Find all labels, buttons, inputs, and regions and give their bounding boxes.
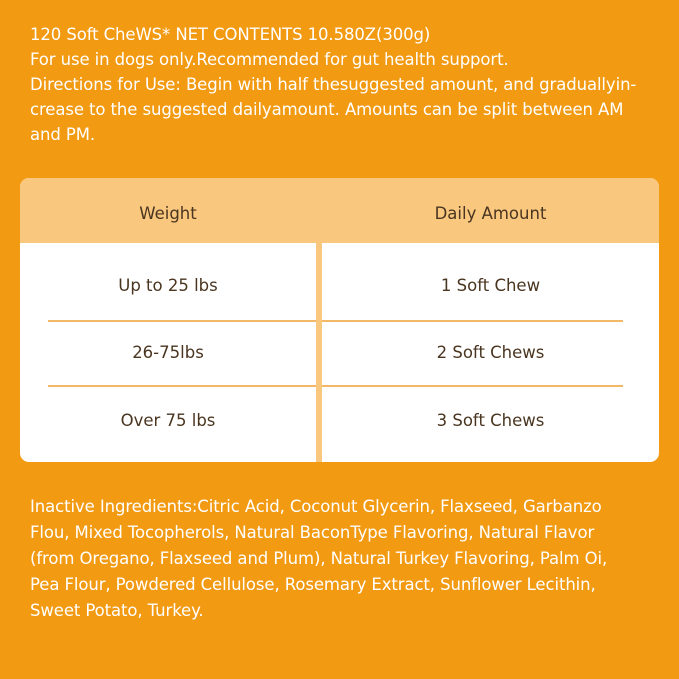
ingredients-line-1: Inactive Ingredients:Citric Acid, Coconut Glycerin, Flaxseed, Garbanzo xyxy=(30,497,602,516)
row-divider-1-right xyxy=(322,320,623,322)
row-2-weight: 26-75lbs xyxy=(132,343,204,362)
net-contents-line: 120 Soft CheWS* NET CONTENTS 10.580Z(300g) xyxy=(30,25,431,44)
ingredients-line-4: Pea Flour, Powdered Cellulose, Rosemary Extract, Sunflower Lecithin, xyxy=(30,575,596,594)
row-1-weight: Up to 25 lbs xyxy=(118,276,218,295)
directions-line-3: and PM. xyxy=(30,125,96,144)
table-header xyxy=(20,178,659,243)
header-weight: Weight xyxy=(139,204,197,223)
inactive-ingredients xyxy=(30,494,660,624)
dosage-table xyxy=(20,178,659,462)
row-2-amount: 2 Soft Chews xyxy=(436,343,545,362)
header-daily-amount: Daily Amount xyxy=(434,204,547,223)
row-divider-1-left xyxy=(48,320,316,322)
ingredients-line-5: Sweet Potato, Turkey. xyxy=(30,601,204,620)
row-3-weight: Over 75 lbs xyxy=(120,411,216,430)
usage-line: For use in dogs only.Recommended for gut health support. xyxy=(30,50,509,69)
ingredients-line-3: (from Oregano, Flaxseed and Plum), Natural Turkey Flavoring, Palm Oi, xyxy=(30,549,608,568)
directions-line-2: crease to the suggested dailyamount. Amounts can be split between AM xyxy=(30,100,624,119)
product-info xyxy=(30,22,660,147)
row-3-amount: 3 Soft Chews xyxy=(436,411,545,430)
row-divider-2-left xyxy=(48,385,316,387)
row-divider-2-right xyxy=(322,385,623,387)
directions-line-1: Directions for Use: Begin with half thesuggested amount, and graduallyin- xyxy=(30,75,637,94)
row-1-amount: 1 Soft Chew xyxy=(440,276,541,295)
ingredients-line-2: Flou, Mixed Tocopherols, Natural BaconType Flavoring, Natural Flavor xyxy=(30,523,595,542)
